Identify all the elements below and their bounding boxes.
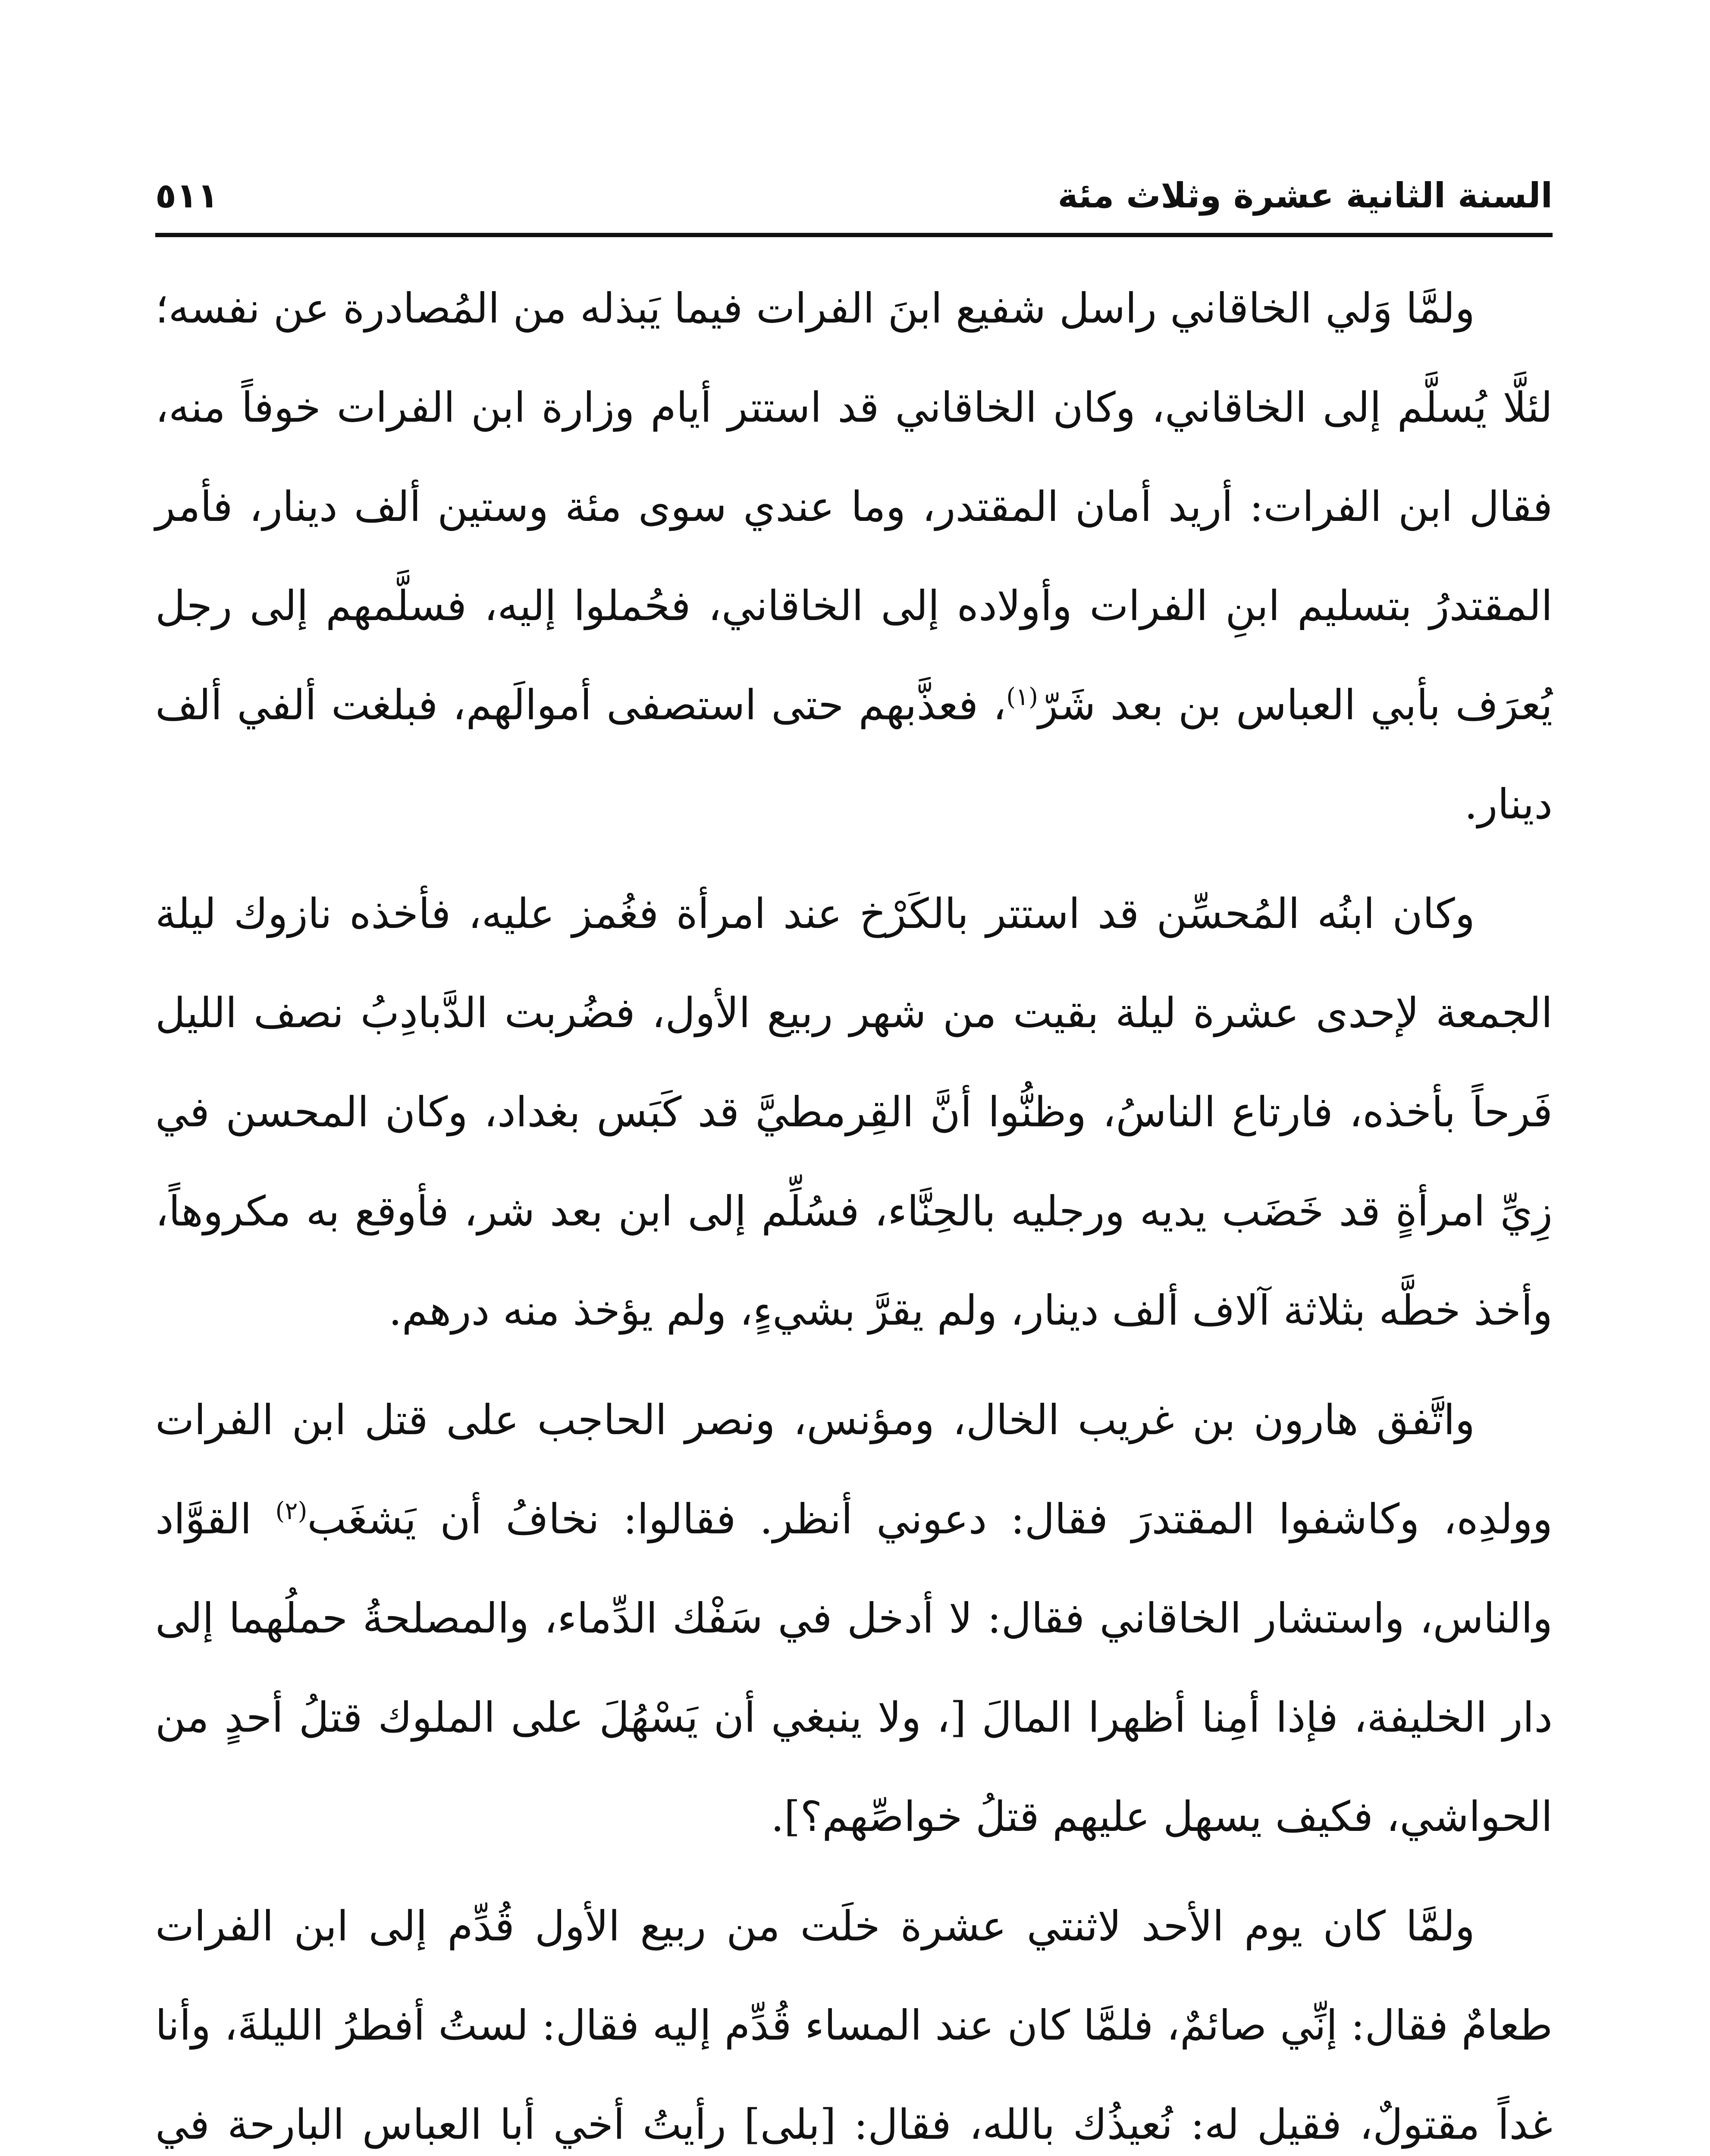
running-title: السنة الثانية عشرة وثلاث مئة (1057, 175, 1553, 216)
paragraph-text: وكان ابنُه المُحسِّن قد استتر بالكَرْخ عند امرأة فغُمز عليه، فأخذه نازوك ليلة الجمعة لإحدى عشرة ليلة بقيت من شهر ربيع الأول، فضُربت الدَّبادِبُ نصف الليل فَرحاً بأخذه، فارتاع الناسُ، وظنُّوا أنَّ القِرمطيَّ قد كَبَس بغداد، وكان المحسن في زِيِّ امرأةٍ قد خَضَب يديه ورجليه بالحِنَّاء، فسُلِّم إلى ابن بعد شر، فأوقع به مكروهاً، وأخذ خطَّه بثلاثة آلاف ألف دينار، ولم يقرَّ بشيءٍ، ولم يؤخذ منه درهم. (155, 890, 1553, 1335)
paragraph-text: القوَّاد والناس، واستشار الخاقاني فقال: لا أدخل في سَفْك الدِّماء، والمصلحةُ حملُهما إلى دار الخليفة، فإذا أمِنا أظهرا المالَ [، ولا ينبغي أن يَسْهُلَ على الملوك قتلُ أحدٍ من الحواشي، فكيف يسهل عليهم قتلُ خواصِّهم؟]. (155, 1495, 1553, 1841)
paragraph (155, 864, 1553, 1360)
paragraph-text: ولمَّا وَلي الخاقاني راسل شفيع ابنَ الفرات فيما يَبذله من المُصادرة عن نفسه؛ لئلَّا يُسلَّم إلى الخاقاني، وكان الخاقاني قد استتر أيام وزارة ابن الفرات خوفاً منه، فقال ابن الفرات: أريد أمان المقتدر، وما عندي سوى مئة وستين ألف دينار، فأمر المقتدرُ بتسليم ابنِ الفرات وأولاده إلى الخاقاني، فحُملوا إليه، فسلَّمهم إلى رجل يُعرَف بأبي العباس بن بعد شَرّ (155, 284, 1553, 729)
paragraph (155, 1877, 1553, 2156)
book-page (155, 129, 1553, 2156)
page-header (155, 129, 1553, 237)
paragraph (155, 1370, 1553, 1866)
footnote-marker: (٢) (275, 1497, 307, 1525)
page-number: ٥١١ (155, 175, 219, 216)
paragraph-text: واتَّفق هارون بن غريب الخال، ومؤنس، ونصر الحاجب على قتل ابن الفرات وولدِه، وكاشفوا المقتدرَ فقال: دعوني أنظر. فقالوا: نخافُ أن يَشغَب (155, 1396, 1553, 1543)
paragraph-text: ولمَّا كان يوم الأحد لاثنتي عشرة خلَت من ربيع الأول قُدِّم إلى ابن الفرات طعامٌ فقال: إنِّي صائمٌ، فلمَّا كان عند المساء قُدِّم إليه فقال: لستُ أفطرُ الليلةَ، وأنا غداً مقتولٌ، فقيل له: نُعيذُك بالله، فقال: [بلى] رأيتُ أخي أبا العباس البارحة في (155, 1902, 1553, 2149)
paragraph (155, 259, 1553, 854)
main-text (155, 259, 1553, 2156)
paragraph-text: ، فعذَّبهم حتى استصفى أموالَهم، فبلغت ألفي ألف دينار. (155, 681, 1553, 828)
footnote-marker: (١) (1006, 683, 1038, 711)
